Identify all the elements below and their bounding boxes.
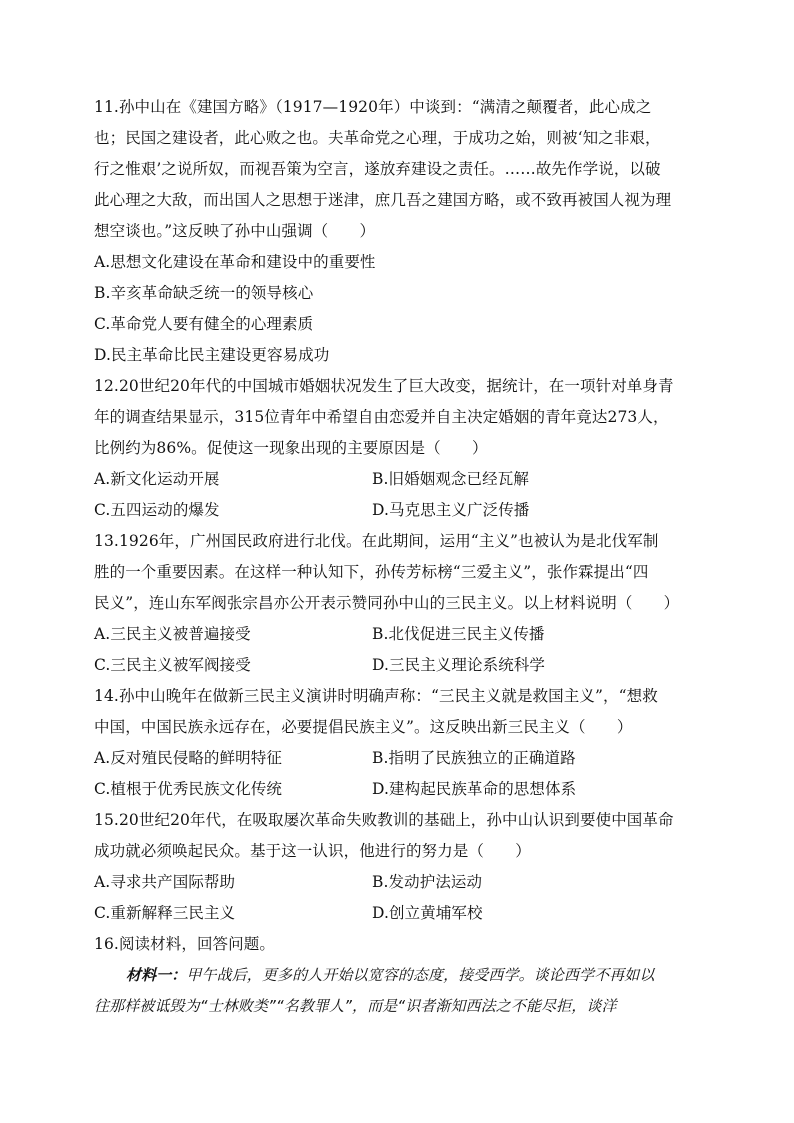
q16-stem: 16.阅读材料，回答问题。 bbox=[94, 935, 275, 953]
q11-line-3: 行之惟艰’之说所奴，而视吾策为空言，遂放弃建设之责任。……故先作学说，以破 bbox=[94, 160, 661, 178]
q16-material-line-2: 往那样被诋毁为“士林败类”“名教罪人”，而是“识者渐知西法之不能尽拒，谈洋 bbox=[94, 997, 617, 1015]
q14-option-c: C.植根于优秀民族文化传统 bbox=[94, 780, 283, 798]
q15-option-a: A.寻求共产国际帮助 bbox=[94, 873, 236, 891]
q16-material-line-1 bbox=[126, 964, 655, 986]
q14-option-d: D.建构起民族革命的思想体系 bbox=[372, 780, 577, 798]
q12-option-b: B.旧婚姻观念已经瓦解 bbox=[372, 470, 529, 488]
q11-line-1: 11.孙中山在《建国方略》（1917—1920年）中谈到：“满清之颠覆者，此心成之 bbox=[94, 98, 652, 116]
q14-option-b: B.指明了民族独立的正确道路 bbox=[372, 749, 576, 767]
q11-option-c: C.革命党人要有健全的心理素质 bbox=[94, 315, 314, 333]
q11-option-d: D.民主革命比民主建设更容易成功 bbox=[94, 346, 330, 364]
q12-line-2: 年的调查结果显示，315位青年中希望自由恋爱并自主决定婚姻的青年竟达273人， bbox=[94, 408, 669, 426]
q13-option-d: D.三民主义理论系统科学 bbox=[372, 656, 546, 674]
q16-material-text-1: 甲午战后，更多的人开始以宽容的态度，接受西学。谈论西学不再如以 bbox=[186, 966, 655, 984]
q13-option-c: C.三民主义被军阀接受 bbox=[94, 656, 251, 674]
q11-option-b: B.辛亥革命缺乏统一的领导核心 bbox=[94, 284, 314, 302]
q13-line-1: 13.1926年，广州国民政府进行北伐。在此期间，运用“主义”也被认为是北伐军制 bbox=[94, 532, 659, 550]
q11-line-4: 此心理之大敌，而出国人之思想于迷津，庶几吾之建国方略，或不致再被国人视为理 bbox=[94, 191, 672, 209]
q15-option-d: D.创立黄埔军校 bbox=[372, 904, 483, 922]
q12-option-c: C.五四运动的爆发 bbox=[94, 501, 220, 519]
q13-line-3: 民义”，连山东军阀张宗昌亦公开表示赞同孙中山的三民主义。以上材料说明（ ） bbox=[94, 594, 680, 612]
q14-option-a: A.反对殖民侵略的鲜明特征 bbox=[94, 749, 282, 767]
q11-line-2: 也；民国之建设者，此心败之也。夫革命党之心理，于成功之始，则被‘知之非艰， bbox=[94, 129, 661, 147]
q12-option-a: A.新文化运动开展 bbox=[94, 470, 220, 488]
q11-line-5: 想空谈也。”这反映了孙中山强调（ ） bbox=[94, 222, 376, 240]
q13-option-b: B.北伐促进三民主义传播 bbox=[372, 625, 545, 643]
q13-line-2: 胜的一个重要因素。在这样一种认知下，孙传芳标榜“三爱主义”，张作霖提出“四 bbox=[94, 563, 649, 581]
q13-option-a: A.三民主义被普遍接受 bbox=[94, 625, 251, 643]
q15-option-c: C.重新解释三民主义 bbox=[94, 904, 236, 922]
q15-option-b: B.发动护法运动 bbox=[372, 873, 483, 891]
q12-line-3: 比例约为86%。促使这一现象出现的主要原因是（ ） bbox=[94, 439, 488, 457]
q11-option-a: A.思想文化建设在革命和建设中的重要性 bbox=[94, 253, 376, 271]
q15-line-2: 成功就必须唤起民众。基于这一认识，他进行的努力是（ ） bbox=[94, 842, 531, 860]
q15-line-1: 15.20世纪20年代，在吸取屡次革命失败教训的基础上，孙中山认识到要使中国革命 bbox=[94, 811, 674, 829]
q12-line-1: 12.20世纪20年代的中国城市婚姻状况发生了巨大改变，据统计，在一项针对单身青 bbox=[94, 377, 674, 395]
q14-line-1: 14.孙中山晚年在做新三民主义演讲时明确声称：“三民主义就是救国主义”，“想救 bbox=[94, 687, 658, 705]
q12-option-d: D.马克思主义广泛传播 bbox=[372, 501, 530, 519]
q16-material-label: 材料一： bbox=[126, 966, 187, 984]
q14-line-2: 中国，中国民族永远存在，必要提倡民族主义”。这反映出新三民主义（ ） bbox=[94, 718, 633, 736]
